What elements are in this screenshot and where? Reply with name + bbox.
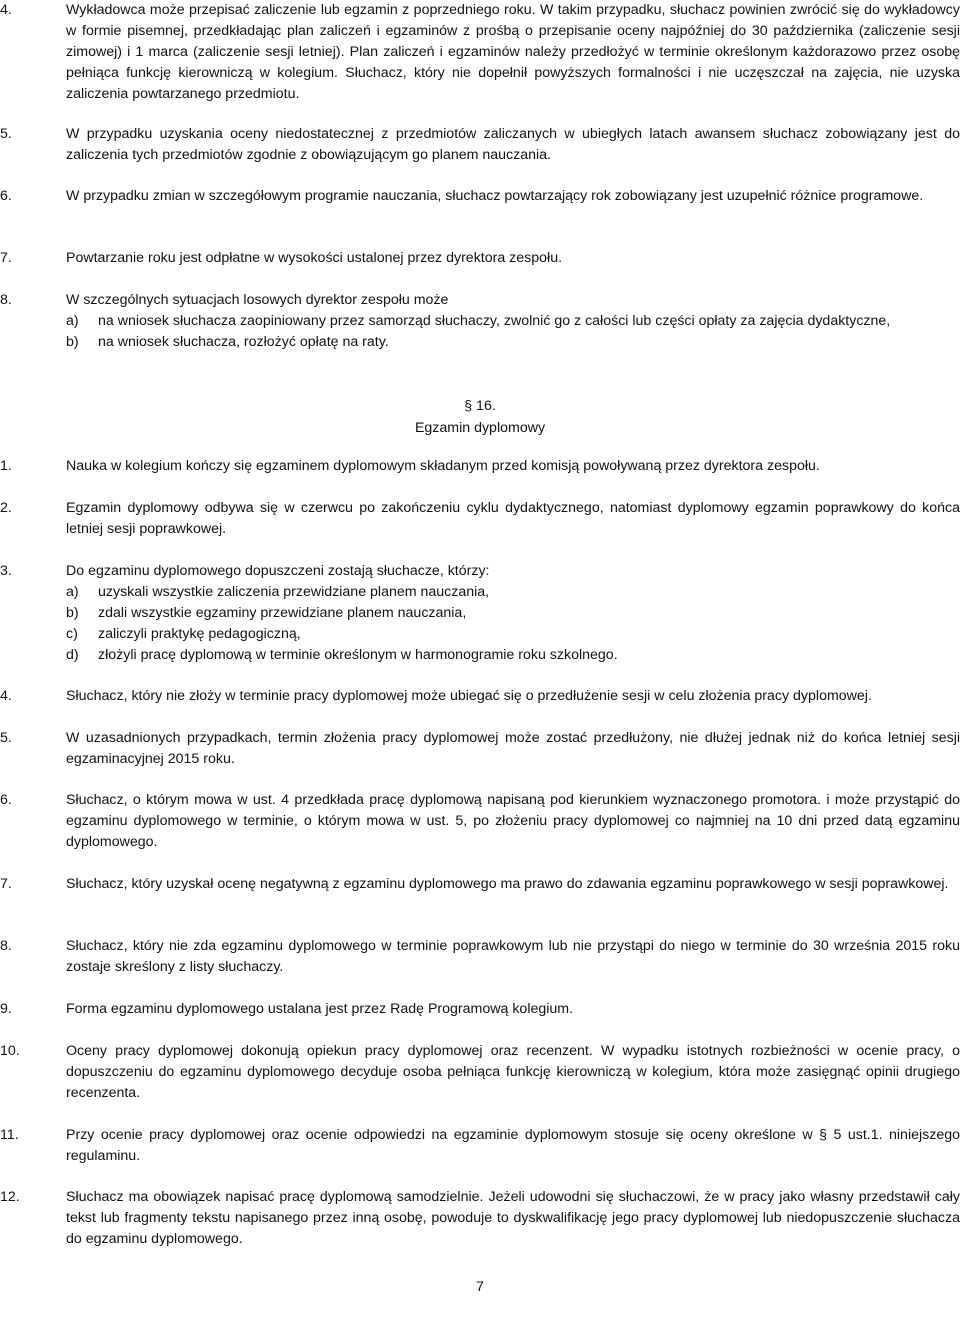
paragraph-text: Powtarzanie roku jest odpłatne w wysokości ustalonej przez dyrektora zespołu. (66, 250, 563, 266)
paragraph-number: 3. (0, 563, 12, 579)
paragraph-text: W przypadku zmian w szczegółowym programie nauczania, słuchacz powtarzający rok zobowiązany jest uzupełnić różnice programowe. (66, 188, 924, 204)
paragraph-7 (0, 248, 960, 269)
paragraph-text: Oceny pracy dyplomowej dokonują opiekun pracy dyplomowej oraz recenzent. W wypadku istotnych rozbieżności w ocenie pracy, o dopuszczeniu do egzaminu dyplomowego decyduje osoba pełniąca funkcję kierowniczą w kolegium, która może zasięgnąć opinii drugiego recenzenta. (66, 1043, 960, 1101)
paragraph-text: Egzamin dyplomowy odbywa się w czerwcu po zakończeniu cyklu dydaktycznego, natomiast dyplomowy egzamin poprawkowy do końca letniej sesji poprawkowej. (66, 500, 960, 537)
paragraph-number: 12. (0, 1189, 20, 1205)
paragraph-number: 6. (0, 188, 12, 204)
section-paragraph-8 (0, 936, 960, 978)
section-number: § 16. (464, 398, 496, 414)
paragraph-text: W uzasadnionych przypadkach, termin złożenia pracy dyplomowej może zostać przedłużony, nie dłużej jednak niż do końca letniej sesji egzaminacyjnej 2015 roku. (66, 730, 960, 767)
section-paragraph-5 (0, 728, 960, 770)
paragraph-number: 5. (0, 126, 12, 142)
paragraph-number: 8. (0, 292, 12, 308)
section-paragraph-12 (0, 1187, 960, 1250)
section-paragraph-10 (0, 1041, 960, 1104)
paragraph-text: Słuchacz, który nie zda egzaminu dyplomowego w terminie poprawkowym lub nie przystąpi do niego w terminie do 30 września 2015 roku zostaje skreślony z listy słuchaczy. (66, 938, 960, 975)
list-item-label: a) (66, 313, 79, 329)
section-paragraph-6 (0, 790, 960, 853)
paragraph-number: 4. (0, 688, 12, 704)
paragraph-number: 10. (0, 1043, 20, 1059)
section-paragraph-9 (0, 999, 960, 1020)
paragraph-number: 1. (0, 458, 12, 474)
list-item-text: na wniosek słuchacza zaopiniowany przez samorząd słuchaczy, zwolnić go z całości lub części opłaty za zajęcia dydaktyczne, (98, 313, 891, 329)
paragraph-number: 6. (0, 792, 12, 808)
section-paragraph-1 (0, 456, 960, 477)
paragraph-text: W przypadku uzyskania oceny niedostatecznej z przedmiotów zaliczanych w ubiegłych latach awansem słuchacz zobowiązany jest do zaliczenia tych przedmiotów zgodnie z obowiązującym go planem nauczania. (66, 126, 960, 163)
section-heading (0, 395, 960, 439)
list-item (66, 645, 960, 666)
list-item (66, 624, 960, 645)
list-item (66, 332, 960, 353)
paragraph-5 (0, 124, 960, 166)
paragraph-text: Forma egzaminu dyplomowego ustalana jest przez Radę Programową kolegium. (66, 1001, 574, 1017)
paragraph-number: 7. (0, 876, 12, 892)
paragraph-8 (0, 290, 960, 353)
list-item-label: d) (66, 647, 79, 663)
paragraph-number: 4. (0, 2, 12, 18)
paragraph-4 (0, 0, 960, 105)
list-item-label: a) (66, 584, 79, 600)
list-item-text: złożyli pracę dyplomową w terminie określonym w harmonogramie roku szkolnego. (98, 647, 618, 663)
paragraph-number: 7. (0, 250, 12, 266)
section-paragraph-3 (0, 561, 960, 666)
paragraph-text: Do egzaminu dyplomowego dopuszczeni zostają słuchacze, którzy: (66, 563, 490, 579)
paragraph-number: 2. (0, 500, 12, 516)
paragraph-text: Wykładowca może przepisać zaliczenie lub egzamin z poprzedniego roku. W takim przypadku, słuchacz powinien zwrócić się do wykładowcy w formie pisemnej, przedkładając plan zaliczeń i egzaminów z prośbą o przepisanie oceny najpóźniej do 30 października (zaliczenie sesji zimowej) i 1 marca (zaliczenie sesji letniej). Plan zaliczeń i egzaminów należy przedłożyć w terminie określonym każdorazowo przez osobę pełniąca funkcję kierowniczą w kolegium. Słuchacz, który nie dopełnił powyższych formalności i nie uczęszczał na zajęcia, nie uzyska zaliczenia powtarzanego przedmiotu. (66, 2, 960, 102)
paragraph-text: Słuchacz, o którym mowa w ust. 4 przedkłada pracę dyplomową napisaną pod kierunkiem wyznaczonego promotora. i może przystąpić do egzaminu dyplomowego w terminie, o którym mowa w ust. 5, po złożeniu pracy dyplomowej co najmniej na 10 dni przed datą egzaminu dyplomowego. (66, 792, 960, 850)
section-paragraph-2 (0, 498, 960, 540)
list-item-text: uzyskali wszystkie zaliczenia przewidziane planem nauczania, (98, 584, 490, 600)
paragraph-text: Słuchacz, który nie złoży w terminie pracy dyplomowej może ubiegać się o przedłużenie sesji w celu złożenia pracy dyplomowej. (66, 688, 872, 704)
paragraph-number: 11. (0, 1127, 19, 1143)
list-item (66, 582, 960, 603)
section-paragraph-4 (0, 686, 960, 707)
list-item-text: zaliczyli praktykę pedagogiczną, (98, 626, 301, 642)
list-item-text: na wniosek słuchacza, rozłożyć opłatę na raty. (98, 334, 389, 350)
paragraph-text: Nauka w kolegium kończy się egzaminem dyplomowym składanym przed komisją powoływaną przez dyrektora zespołu. (66, 458, 820, 474)
list-item (66, 603, 960, 624)
list-item-label: c) (66, 626, 78, 642)
paragraph-number: 8. (0, 938, 12, 954)
list-item-label: b) (66, 605, 79, 621)
paragraph-number: 5. (0, 730, 12, 746)
section-paragraph-7 (0, 874, 960, 895)
section-paragraph-11 (0, 1125, 960, 1167)
paragraph-text: Przy ocenie pracy dyplomowej oraz ocenie odpowiedzi na egzaminie dyplomowym stosuje się oceny określone w § 5 ust.1. niniejszego regulaminu. (66, 1127, 960, 1164)
paragraph-number: 9. (0, 1001, 12, 1017)
list-item-text: zdali wszystkie egzaminy przewidziane planem nauczania, (98, 605, 467, 621)
section-title: Egzamin dyplomowy (414, 420, 546, 436)
paragraph-text: Słuchacz ma obowiązek napisać pracę dyplomową samodzielnie. Jeżeli udowodni się słuchaczowi, że w pracy jako własny przedstawił cały tekst lub fragmenty tekstu napisanego przez inną osobę, powoduje to dyskwalifikację jego pracy dyplomowej lub niedopuszczenie słuchacza do egzaminu dyplomowego. (66, 1189, 960, 1247)
paragraph-text: W szczególnych sytuacjach losowych dyrektor zespołu może (66, 292, 449, 308)
list-item (66, 311, 960, 332)
page-number: 7 (476, 1279, 484, 1295)
list-item-label: b) (66, 334, 79, 350)
paragraph-text: Słuchacz, który uzyskał ocenę negatywną z egzaminu dyplomowego ma prawo do zdawania egzaminu poprawkowego w sesji poprawkowej. (66, 876, 949, 892)
paragraph-6 (0, 186, 960, 207)
